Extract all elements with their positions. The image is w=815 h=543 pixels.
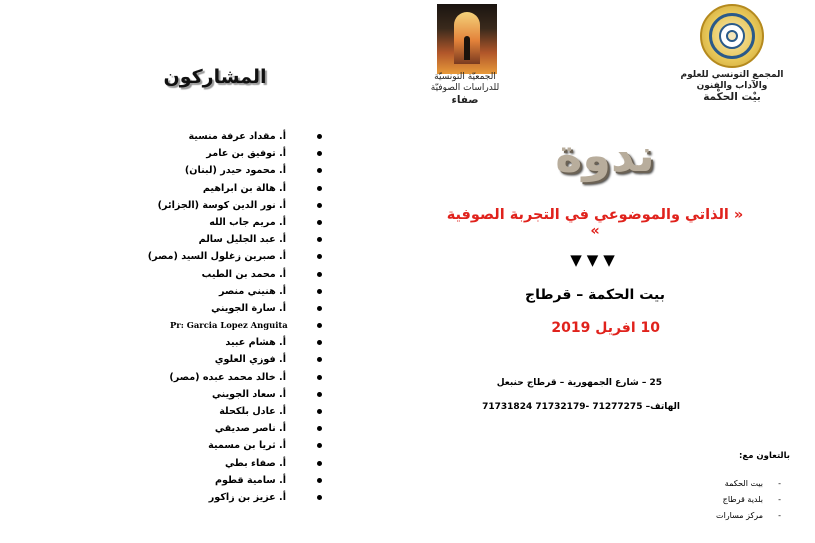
association-name [405,72,525,106]
bullet-icon [317,478,322,483]
dash-icon: - [778,479,781,488]
triangle-ornament-icon: ▼▼▼ [570,251,620,269]
participant-item: أ. عزيز بن زاكور [170,489,322,506]
participant-item: Pr: Garcia Lopez Anguita [170,317,322,334]
participant-item: أ. عبد الجليل سالم [170,231,322,248]
bullet-icon [317,203,322,208]
cooperation-title: بالتعاون مع: [739,451,790,461]
participant-item: أ. صفاء بطي [170,455,322,472]
participant-item: أ. عادل بلكحلة [170,403,322,420]
bullet-icon [317,168,322,173]
cooperation-item: - بيت الحكمة [675,476,795,492]
participant-item: أ. توفيق بن عامر [170,145,322,162]
bullet-icon [317,289,322,294]
academy-line-2: والآداب والفنون [696,81,768,91]
participant-item: أ. محمد بن الطيب [170,266,322,283]
participant-item: أ. هنيني منصر [170,283,322,300]
bullet-icon [317,272,322,277]
participant-item: أ. مريم جاب الله [170,214,322,231]
academy-line-3: بيْت الحكْمة [703,91,761,103]
bullet-icon [317,409,322,414]
participant-item: أ. ناصر صديقي [170,420,322,437]
bullet-icon [317,495,322,500]
participants-title: المشاركون [163,66,267,88]
participant-item: أ. صبرين زغلول السيد (مصر) [170,248,322,265]
participant-item: أ. هالة بن ابراهيم [170,180,322,197]
bullet-icon [317,461,322,466]
participant-item: أ. سارة الجويني [170,300,322,317]
bullet-icon [317,426,322,431]
bullet-icon [317,151,322,156]
cooperation-item: - مركز مسارات [675,508,795,524]
dash-icon: - [778,495,781,504]
participant-item: أ. سامية قطوم [170,472,322,489]
participant-item: أ. سعاد الجويني [170,386,322,403]
bullet-icon [317,357,322,362]
event-subtitle: « الذاتي والموضوعي في التجربة الصوفية » [446,207,744,239]
cooperation-item: - بلدية قرطاج [675,492,795,508]
bullet-icon [317,254,322,259]
event-date: 10 افريل 2019 [551,320,660,336]
association-line-2: للدراسات الصوفيّة [430,83,500,93]
event-title: ندوة [555,128,655,182]
keyhole-sunset-logo-icon [437,4,497,74]
bullet-icon [317,340,322,345]
bullet-icon [317,375,322,380]
bullet-icon [317,237,322,242]
participant-item: أ. محمود حيدر (لبنان) [170,162,322,179]
association-line-1: الجمعيّة التونسيّة [434,72,496,82]
participants-list [147,128,322,506]
association-line-3: صفاء [451,94,479,106]
academy-line-1: المجمع التونسي للعلوم [680,70,784,80]
event-venue: بيت الحكمة – قرطاج [525,287,665,303]
bullet-icon [317,323,322,328]
participant-item: أ. فوزي العلوي [170,351,322,368]
bullet-icon [317,443,322,448]
bullet-icon [317,220,322,225]
participant-item: أ. نور الدين كوسة (الجزائر) [170,197,322,214]
participant-item: أ. خالد محمد عبده (مصر) [170,369,322,386]
bullet-icon [317,392,322,397]
participant-item: أ. مقداد عرفة منسية [170,128,322,145]
dash-icon: - [778,511,781,520]
participant-item: أ. هشام عبيد [170,334,322,351]
event-phones: الهاتف– 71277275 -71732179 71731824 [482,402,680,412]
bullet-icon [317,134,322,139]
beit-al-hikma-seal-icon [700,4,764,68]
bullet-icon [317,186,322,191]
academy-name [672,70,792,103]
bullet-icon [317,306,322,311]
cooperation-list [675,476,795,524]
participant-item: أ. ثريا بن مسمية [170,437,322,454]
event-address: 25 – شارع الجمهورية – قرطاج حنبعل [496,378,662,388]
